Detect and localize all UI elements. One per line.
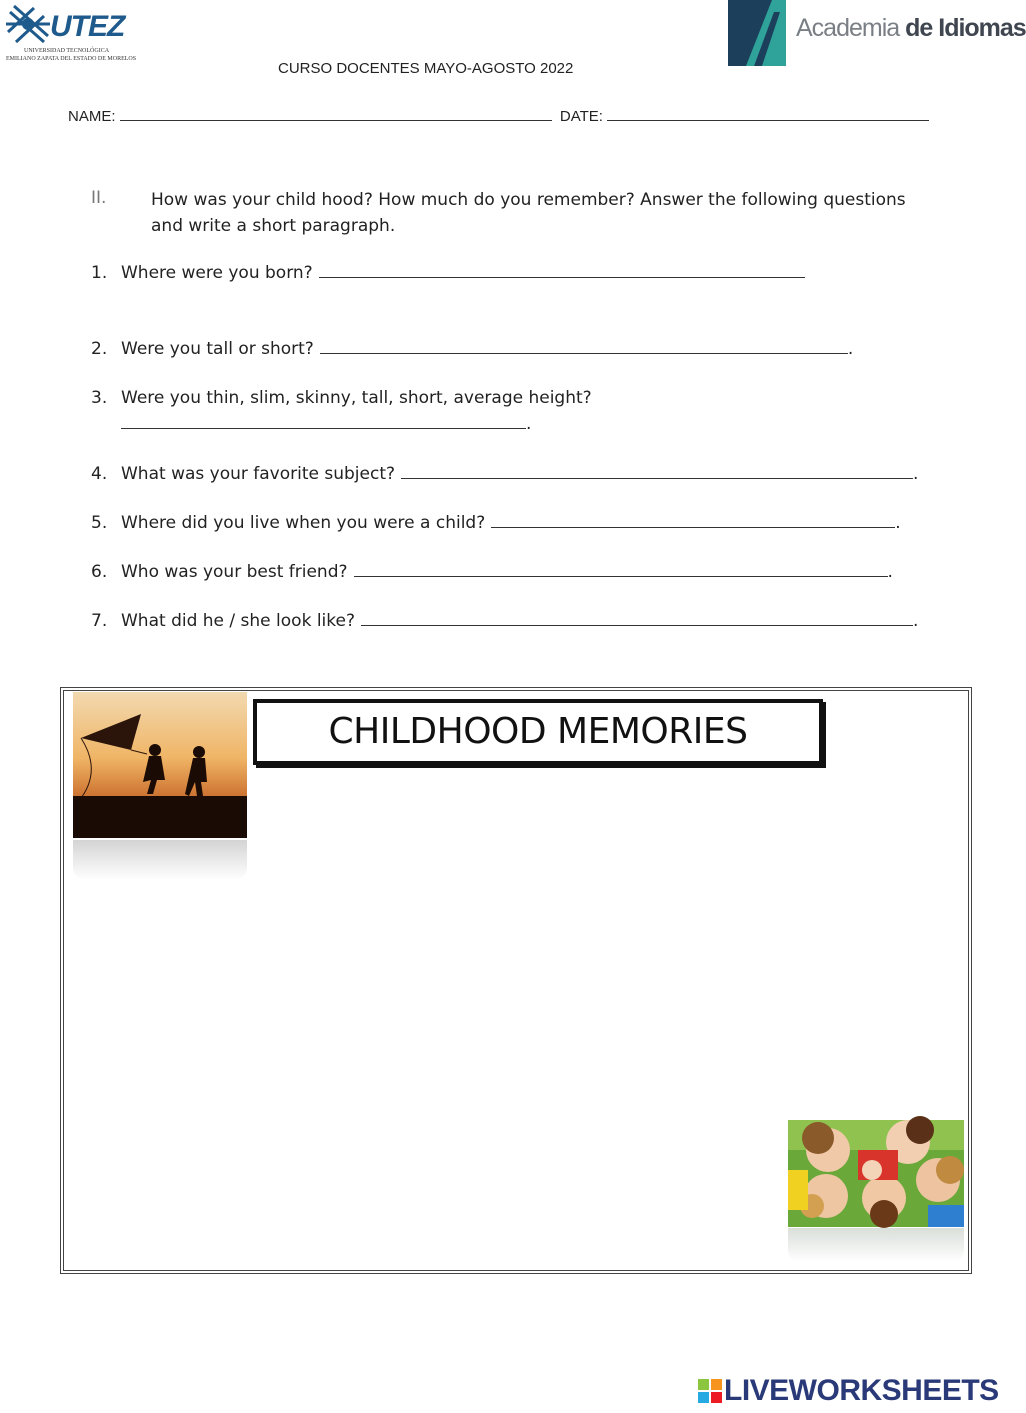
children-photo-reflection xyxy=(788,1228,964,1262)
academia-wordmark: Academia de Idiomas xyxy=(796,14,1026,42)
liveworksheets-wordmark: LIVEWORKSHEETS xyxy=(724,1374,999,1407)
answer-field-4[interactable] xyxy=(401,462,913,479)
question-3-answer-line: . xyxy=(121,412,531,434)
name-label: NAME: xyxy=(68,108,116,125)
answer-field-7[interactable] xyxy=(361,609,913,626)
academia-logo xyxy=(728,0,1026,68)
course-title: CURSO DOCENTES MAYO-AGOSTO 2022 xyxy=(278,60,574,77)
memories-title-frame xyxy=(253,699,823,765)
utez-subtitle-line2: EMILIANO ZAPATA DEL ESTADO DE MORELOS xyxy=(6,56,137,62)
question-1: 1. Where were you born? xyxy=(91,261,805,283)
memories-title: CHILDHOOD MEMORIES xyxy=(328,711,748,752)
utez-wordmark: UTEZ xyxy=(50,10,125,43)
question-text: Who was your best friend? xyxy=(121,562,348,582)
name-field[interactable] xyxy=(120,106,552,121)
date-label: DATE: xyxy=(559,108,603,125)
utez-emblem-icon xyxy=(4,2,54,52)
question-5: 5. Where did you live when you were a child? . xyxy=(91,513,901,533)
question-text: Where were you born? xyxy=(121,263,313,283)
date-field[interactable] xyxy=(607,106,929,121)
question-7: 7. What did he / she look like? . xyxy=(91,611,919,631)
utez-subtitle-line1: UNIVERSIDAD TECNOLÓGICA xyxy=(24,48,110,54)
section-instruction: How was your child hood? How much do you remember? Answer the following questions and write a short paragraph. xyxy=(151,190,906,236)
question-text: Were you tall or short? xyxy=(121,339,314,359)
question-text: Were you thin, slim, skinny, tall, short, average height? xyxy=(121,388,592,408)
liveworksheets-logo xyxy=(698,1374,999,1408)
children-circle-photo xyxy=(788,1120,964,1227)
kite-silhouette-photo xyxy=(73,692,247,838)
name-date-row xyxy=(68,106,929,125)
answer-field-2[interactable] xyxy=(320,337,848,354)
answer-field-5[interactable] xyxy=(491,511,895,528)
answer-field-1[interactable] xyxy=(319,261,805,278)
question-4: 4. What was your favorite subject? . xyxy=(91,464,919,484)
question-6: 6. Who was your best friend? . xyxy=(91,562,893,582)
answer-field-3[interactable] xyxy=(121,412,526,429)
liveworksheets-grid-icon xyxy=(698,1379,722,1403)
question-text: Where did you live when you were a child? xyxy=(121,513,486,533)
question-2: 2. Were you tall or short? . xyxy=(91,339,854,359)
academia-emblem-icon xyxy=(728,0,786,66)
utez-logo xyxy=(4,2,137,66)
kite-photo-reflection xyxy=(73,840,247,880)
section-numeral: II. xyxy=(91,188,107,208)
question-3: 3. Were you thin, slim, skinny, tall, short, average height? xyxy=(91,388,592,408)
answer-field-6[interactable] xyxy=(354,560,888,577)
question-text: What was your favorite subject? xyxy=(121,464,396,484)
question-text: What did he / she look like? xyxy=(121,611,355,631)
